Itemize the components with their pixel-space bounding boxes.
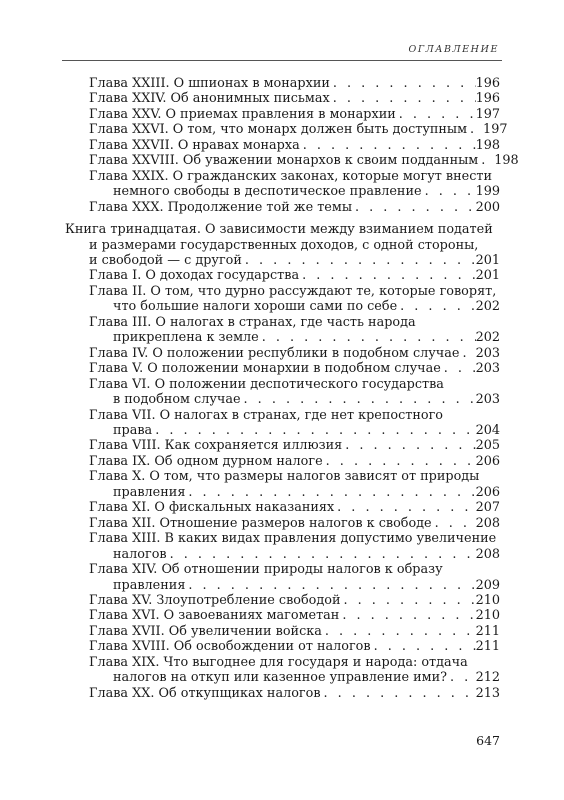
toc-page-number: 202: [475, 330, 500, 346]
toc-chapter-entry[interactable]: [65, 686, 500, 701]
toc-entry-text: Глава XXIV. Об анонимных письмах: [89, 91, 330, 107]
toc-chapter-entry[interactable]: [65, 200, 500, 215]
toc-entry-text: Глава XVI. О завоеваниях магометан: [89, 608, 340, 624]
toc-entry-text: Глава XXVI. О том, что монарх должен быть доступным: [89, 122, 468, 138]
toc-page-number: 210: [475, 592, 500, 608]
toc-entry-text: Глава XIV. Об отношении природы налогов к образу: [89, 562, 443, 578]
dot-leader: [467, 122, 483, 137]
toc-page-number: 212: [475, 670, 500, 686]
toc-chapter-entry[interactable]: [65, 531, 500, 562]
toc-chapter-entry[interactable]: [65, 91, 500, 106]
toc-entry-text: Глава XXX. Продолжение той же темы: [89, 199, 352, 215]
toc-page-number: 207: [475, 500, 500, 516]
toc-chapter-entry[interactable]: [65, 169, 500, 200]
toc-chapter-entry[interactable]: [65, 122, 508, 138]
toc-entry-text: Глава XIX. Что выгоднее для государя и народа: отдача: [89, 654, 468, 670]
toc-page-number: 208: [475, 515, 500, 531]
toc-chapter-entry[interactable]: [65, 469, 500, 500]
toc-page-number: 196: [475, 76, 500, 91]
toc-entry-text: Глава VII. О налогах в странах, где нет крепостного: [89, 407, 444, 423]
toc-entry-text: и размерами государственных доходов, с одной стороны,: [89, 237, 479, 253]
toc-entry-text: Глава XII. Отношение размеров налогов к свободе: [89, 515, 432, 531]
dot-leader: [322, 624, 476, 639]
dot-leader: [352, 200, 476, 215]
toc-chapter-entry[interactable]: [65, 315, 500, 346]
toc-page-number: 209: [475, 577, 500, 593]
toc-entry-text: Глава XXV. О приемах правления в монархии: [89, 106, 396, 122]
toc-entry-text: Глава III. О налогах в странах, где часть народа: [89, 314, 416, 330]
toc-entry-text: Глава XVIII. Об освобождении от налогов: [89, 639, 371, 655]
dot-leader: [371, 639, 476, 654]
toc-entry-text: Глава X. О том, что размеры налогов зависят от природы: [89, 469, 480, 485]
toc-page-number: 203: [475, 361, 500, 377]
toc-entry-text: что большие налоги хороши сами по себе: [113, 299, 398, 315]
toc-page-number: 201: [475, 252, 500, 268]
toc-page-number: 202: [475, 299, 500, 315]
toc-chapter-entry[interactable]: [65, 516, 500, 531]
toc-chapter-entry[interactable]: [65, 346, 500, 361]
toc-entry-text: Глава XXIX. О гражданских законах, которые могут внести: [89, 168, 492, 184]
toc-entry-text: Глава XXVII. О нравах монарха: [89, 137, 300, 153]
toc-entry-text: Глава XI. О фискальных наказаниях: [89, 500, 335, 516]
dot-leader: [396, 107, 476, 122]
toc-chapter-entry[interactable]: [65, 639, 500, 654]
toc-chapter-entry[interactable]: [65, 284, 500, 315]
toc-entry-text: Глава V. О положении монархии в подобном случае: [89, 361, 441, 377]
toc-chapter-entry[interactable]: [65, 361, 500, 376]
toc-chapter-entry[interactable]: [65, 268, 500, 283]
toc-entry-text: Глава XVII. Об увеличении войска: [89, 623, 322, 639]
dot-leader: [397, 299, 475, 314]
dot-leader: [300, 138, 476, 153]
toc-entry-text: Глава XXIII. О шпионах в монархии: [89, 76, 330, 91]
toc-book-entry[interactable]: [65, 222, 500, 268]
toc-chapter-entry[interactable]: [65, 377, 500, 408]
toc-entry-text: немного свободы в деспотическое правление: [113, 184, 422, 200]
toc-chapter-entry[interactable]: [65, 138, 500, 153]
toc-entry-text: правления: [113, 484, 186, 500]
toc-page-number: 197: [475, 106, 500, 122]
toc-chapter-entry[interactable]: [65, 608, 500, 623]
toc-entry-text: и свободой — с другой: [89, 252, 242, 268]
toc-entry-text: Глава IX. Об одном дурном налоге: [89, 453, 323, 469]
toc-page-number: 213: [475, 685, 500, 701]
dot-leader: [323, 454, 476, 469]
toc-entry-text: в подобном случае: [113, 392, 241, 408]
toc-entry-text: Глава II. О том, что дурно рассуждают те, которые говорят,: [89, 283, 497, 299]
toc-entry-text: Глава XX. Об откупщиках налогов: [89, 685, 321, 701]
dot-leader: [321, 686, 476, 701]
toc-page-number: 203: [475, 345, 500, 361]
toc-entry-text: Глава IV. О положении республики в подобном случае: [89, 345, 460, 361]
dot-leader: [330, 91, 476, 106]
dot-leader: [447, 670, 476, 685]
toc-page-number: 198: [475, 137, 500, 153]
toc-page-number: 204: [475, 422, 500, 438]
header-rule: [62, 60, 502, 61]
toc-page-number: 197: [483, 122, 508, 138]
toc-entry-text: Книга тринадцатая. О зависимости между взиманием податей: [65, 222, 493, 238]
toc-entry-text: права: [113, 422, 153, 438]
dot-leader: [341, 593, 476, 608]
toc-entry-text: правления: [113, 577, 186, 593]
dot-leader: [185, 485, 475, 500]
toc-page-number: 206: [475, 453, 500, 469]
toc-chapter-entry[interactable]: [65, 107, 500, 122]
dot-leader: [259, 330, 476, 345]
toc-page-number: 210: [475, 608, 500, 624]
table-of-contents: [65, 76, 519, 701]
dot-leader: [330, 76, 476, 91]
dot-leader: [432, 516, 476, 531]
dot-leader: [441, 361, 476, 376]
toc-chapter-entry[interactable]: [65, 593, 500, 608]
toc-chapter-entry[interactable]: [65, 624, 500, 639]
dot-leader: [334, 500, 475, 515]
toc-page-number: 201: [475, 268, 500, 284]
toc-entry-text: Глава XXVIII. Об уважении монархов к своим подданным: [89, 153, 479, 169]
dot-leader: [339, 608, 475, 623]
dot-leader: [185, 578, 475, 593]
toc-page-number: 200: [475, 199, 500, 215]
toc-chapter-entry[interactable]: [65, 454, 500, 469]
toc-entry-text: налогов на откуп или казенное управление ими?: [113, 670, 448, 686]
toc-chapter-entry[interactable]: [65, 562, 500, 593]
toc-entry-text: прикреплена к земле: [113, 330, 259, 346]
dot-leader: [478, 153, 494, 168]
dot-leader: [152, 423, 475, 438]
toc-chapter-entry[interactable]: [65, 500, 500, 515]
dot-leader: [299, 268, 475, 283]
dot-leader: [342, 438, 475, 453]
page-number: 647: [476, 733, 500, 748]
toc-page-number: 205: [475, 438, 500, 454]
toc-entry-text: Глава XIII. В каких видах правления допустимо увеличение: [89, 531, 497, 547]
toc-page-number: 211: [475, 639, 500, 655]
toc-entry-text: Глава XV. Злоупотребление свободой: [89, 592, 341, 608]
toc-chapter-entry[interactable]: [65, 76, 500, 91]
toc-page-number: 196: [475, 91, 500, 107]
toc-page-number: 203: [475, 392, 500, 408]
toc-chapter-entry[interactable]: [65, 408, 500, 439]
toc-page-number: 208: [475, 546, 500, 562]
dot-leader: [241, 392, 476, 407]
toc-page-number: 206: [475, 484, 500, 500]
toc-entry-text: Глава I. О доходах государства: [89, 268, 300, 284]
dot-leader: [459, 346, 475, 361]
dot-leader: [242, 253, 476, 268]
toc-page-number: 211: [475, 623, 500, 639]
running-head: ОГЛАВЛЕНИЕ: [408, 44, 499, 55]
toc-chapter-entry[interactable]: [65, 438, 500, 453]
toc-chapter-entry[interactable]: [65, 655, 500, 686]
toc-entry-text: налогов: [113, 546, 167, 562]
toc-page-number: 198: [494, 153, 519, 169]
toc-entry-text: Глава VIII. Как сохраняется иллюзия: [89, 438, 343, 454]
toc-entry-text: Глава VI. О положении деспотического государства: [89, 376, 444, 392]
toc-chapter-entry[interactable]: [65, 153, 519, 169]
toc-page-number: 199: [475, 184, 500, 200]
dot-leader: [422, 184, 476, 199]
dot-leader: [167, 547, 476, 562]
